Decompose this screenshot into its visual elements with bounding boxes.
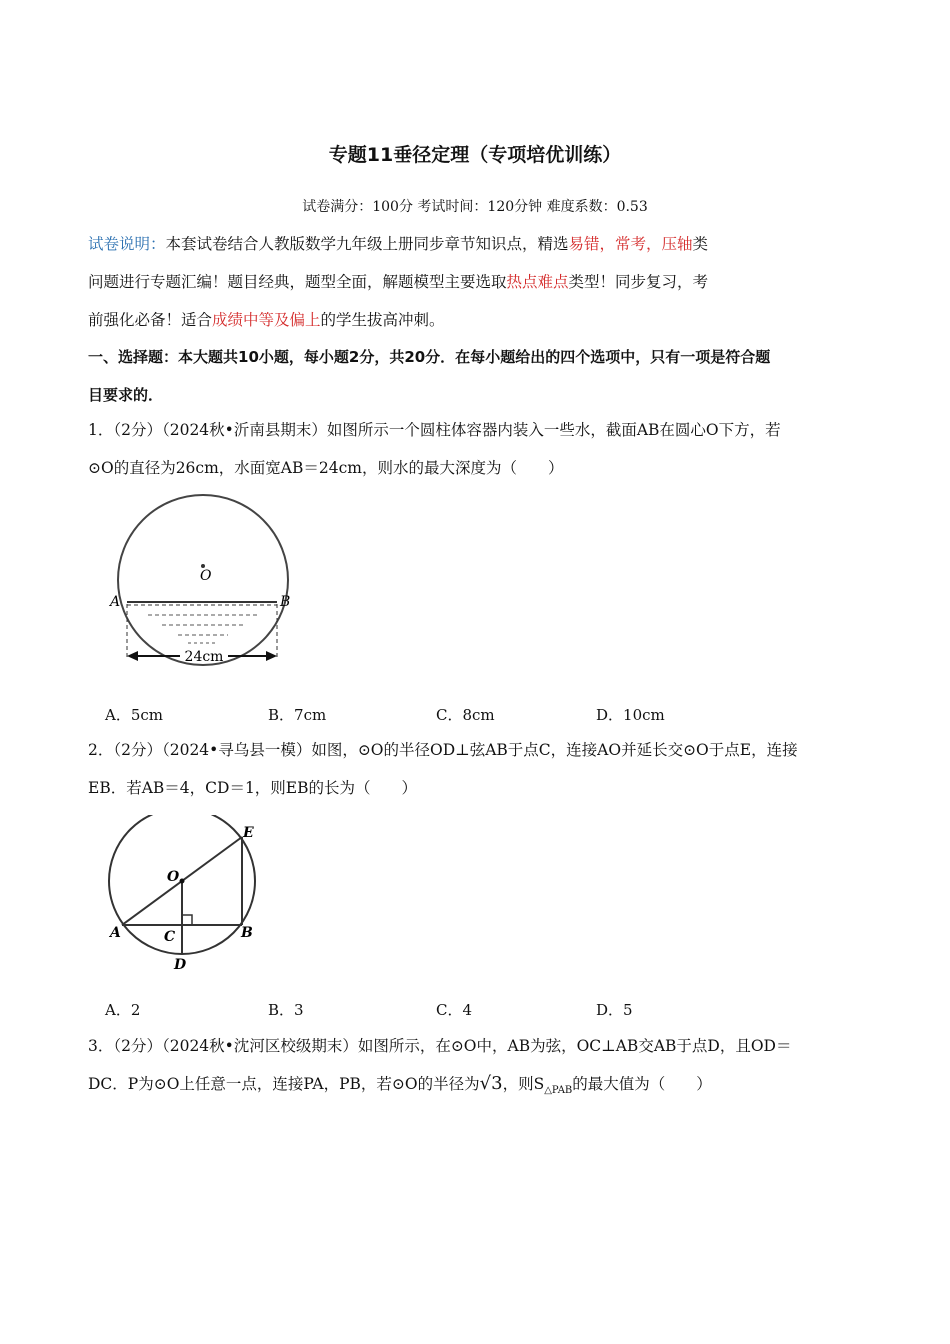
- q1-arrow-left: [127, 651, 138, 661]
- q2-figure: [100, 815, 270, 975]
- q2-label-d: D: [174, 957, 187, 973]
- q1-label-o: O: [200, 568, 212, 584]
- q1-label-b: B: [280, 594, 291, 610]
- section-header-line-2: 目要求的．: [88, 386, 164, 404]
- q1-dim-label: 24cm: [184, 649, 224, 665]
- intro-text-6: 的学生拔高冲刺。: [320, 311, 445, 329]
- intro-highlight-2: 热点难点: [506, 273, 569, 291]
- q1-label-a: A: [110, 594, 121, 610]
- q3-text-line-1: 3．（2分）（2024秋•沈河区校级期末）如图所示，在⊙O中，AB为弦，OC⊥AB交AB于点D，且OD＝: [88, 1037, 792, 1055]
- q2-label-a: A: [110, 925, 121, 941]
- q1-option-c[interactable]: C．8cm: [436, 706, 495, 724]
- intro-label: 试卷说明：: [88, 235, 166, 253]
- q2-text-line-2: EB．若AB＝4，CD＝1，则EB的长为（ ）: [88, 779, 418, 797]
- intro-line-3: [88, 308, 445, 330]
- q1-arrow-right: [266, 651, 277, 661]
- q2-text-line-1: 2．（2分）（2024•寻乌县一模）如图，⊙O的半径OD⊥弦AB于点C，连接AO并延长交⊙O于点E，连接: [88, 741, 798, 759]
- exam-meta: 试卷满分：100分 考试时间：120分钟 难度系数：0.53: [302, 199, 648, 215]
- q1-figure: [100, 480, 310, 670]
- intro-line-1: [88, 232, 708, 254]
- q2-label-o: O: [167, 869, 180, 885]
- intro-line-2: [88, 270, 708, 292]
- q2-option-b[interactable]: B．3: [268, 1001, 304, 1019]
- q2-right-angle: [182, 915, 192, 925]
- q2-label-e: E: [243, 825, 254, 841]
- q3-sqrt: √3: [479, 1073, 503, 1094]
- section-header-line-1: 一、选择题：本大题共10小题，每小题2分，共20分．在每小题给出的四个选项中，只有一项是符合题: [88, 348, 771, 366]
- q3-text-2a: DC．P为⊙O上任意一点，连接PA，PB，若⊙O的半径为: [88, 1075, 480, 1093]
- intro-highlight-1: 易错，常考，压轴: [568, 235, 693, 253]
- q1-option-b[interactable]: B．7cm: [268, 706, 327, 724]
- q2-option-a[interactable]: A．2: [105, 1001, 141, 1019]
- q1-option-d[interactable]: D．10cm: [596, 706, 665, 724]
- intro-text-2: 类: [692, 235, 709, 253]
- q1-text-line-1: 1．（2分）（2024秋•沂南县期末）如图所示一个圆柱体容器内装入一些水，截面AB在圆心O下方，若: [88, 421, 781, 439]
- q2-center-dot: [180, 879, 185, 884]
- q2-label-b: B: [241, 925, 253, 941]
- intro-highlight-3: 成绩中等及偏上: [212, 311, 321, 329]
- q3-text-2b: ，则S: [502, 1075, 545, 1093]
- intro-text-4: 类型！同步复习，考: [568, 273, 709, 291]
- q3-subscript: △PAB: [544, 1085, 573, 1097]
- q2-option-c[interactable]: C．4: [436, 1001, 473, 1019]
- q2-option-d[interactable]: D．5: [596, 1001, 633, 1019]
- intro-text-5: 前强化必备！适合: [88, 311, 213, 329]
- q3-text-line-2: [88, 1072, 712, 1096]
- intro-text-3: 问题进行专题汇编！题目经典，题型全面，解题模型主要选取: [88, 273, 507, 291]
- q2-label-c: C: [164, 929, 176, 945]
- q3-text-2c: 的最大值为（ ）: [572, 1075, 712, 1093]
- page-title: 专题11垂径定理（专项培优训练）: [328, 144, 622, 166]
- q1-option-a[interactable]: A．5cm: [105, 706, 164, 724]
- intro-text-1: 本套试卷结合人教版数学九年级上册同步章节知识点，精选: [165, 235, 569, 253]
- q1-text-line-2: ⊙O的直径为26cm，水面宽AB＝24cm，则水的最大深度为（ ）: [88, 459, 564, 477]
